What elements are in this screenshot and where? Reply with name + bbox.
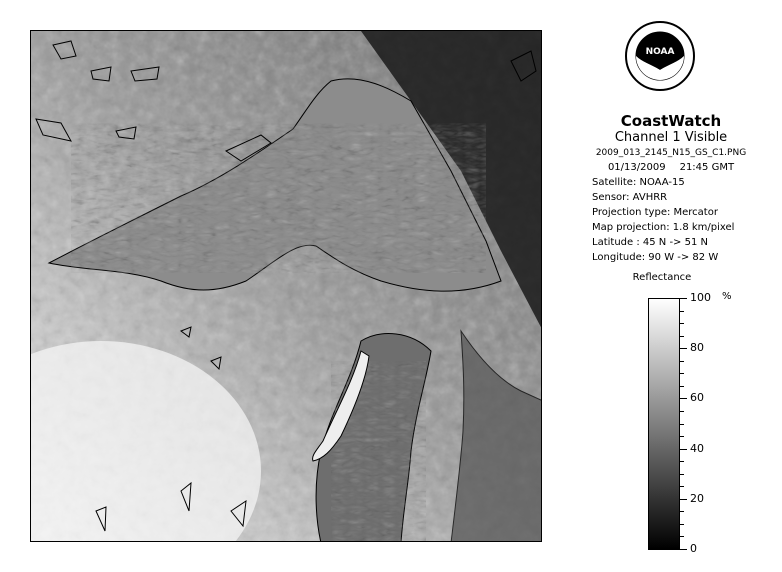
colorbar-tick: [680, 424, 684, 425]
colorbar-tick: [680, 549, 687, 550]
product-title: CoastWatch: [620, 112, 722, 130]
colorbar-unit: %: [722, 291, 732, 302]
colorbar-tick-label: 20: [690, 492, 704, 505]
map-canvas: [31, 31, 542, 542]
sensor: Sensor: AVHRR: [592, 192, 668, 203]
satellite: Satellite: NOAA-15: [592, 177, 685, 188]
colorbar-tick: [680, 411, 684, 412]
colorbar-tick: [680, 398, 687, 399]
colorbar-tick-label: 80: [690, 341, 704, 354]
colorbar-tick: [680, 323, 684, 324]
colorbar-tick: [680, 311, 684, 312]
colorbar-tick: [680, 373, 684, 374]
colorbar-tick-label: 100: [690, 291, 711, 304]
colorbar-tick: [680, 298, 687, 299]
colorbar-tick-label: 40: [690, 442, 704, 455]
colorbar-tick: [680, 336, 684, 337]
logo-text: NOAA: [645, 47, 675, 57]
colorbar-tick: [680, 511, 684, 512]
colorbar: [648, 298, 680, 550]
colorbar-tick: [680, 348, 687, 349]
colorbar-tick: [680, 361, 684, 362]
colorbar-label: Reflectance: [632, 272, 692, 283]
colorbar-tick: [680, 449, 687, 450]
colorbar-tick: [680, 461, 684, 462]
colorbar-tick: [680, 474, 684, 475]
colorbar-ticks: [680, 291, 740, 555]
colorbar-tick: [680, 536, 684, 537]
colorbar-tick: [680, 499, 687, 500]
longitude-range: Longitude: 90 W -> 82 W: [592, 252, 719, 263]
date-time: [560, 160, 782, 175]
map-projection: Map projection: 1.8 km/pixel: [592, 222, 735, 233]
projection-type: Projection type: Mercator: [592, 207, 718, 218]
file-name: 2009_013_2145_N15_GS_C1.PNG: [595, 148, 747, 158]
latitude-range: Latitude : 45 N -> 51 N: [592, 237, 708, 248]
satellite-image: [30, 30, 542, 542]
channel-label: Channel 1 Visible: [614, 130, 728, 145]
colorbar-tick: [680, 486, 684, 487]
noaa-logo: [620, 14, 700, 104]
colorbar-tick-label: 0: [690, 542, 697, 555]
time: 21:45 GMT: [679, 162, 735, 173]
colorbar-tick: [680, 436, 684, 437]
colorbar-tick: [680, 524, 684, 525]
info-panel: [560, 112, 782, 265]
colorbar-tick-label: 60: [690, 391, 704, 404]
colorbar-tick: [680, 386, 684, 387]
date: 01/13/2009: [607, 162, 666, 173]
